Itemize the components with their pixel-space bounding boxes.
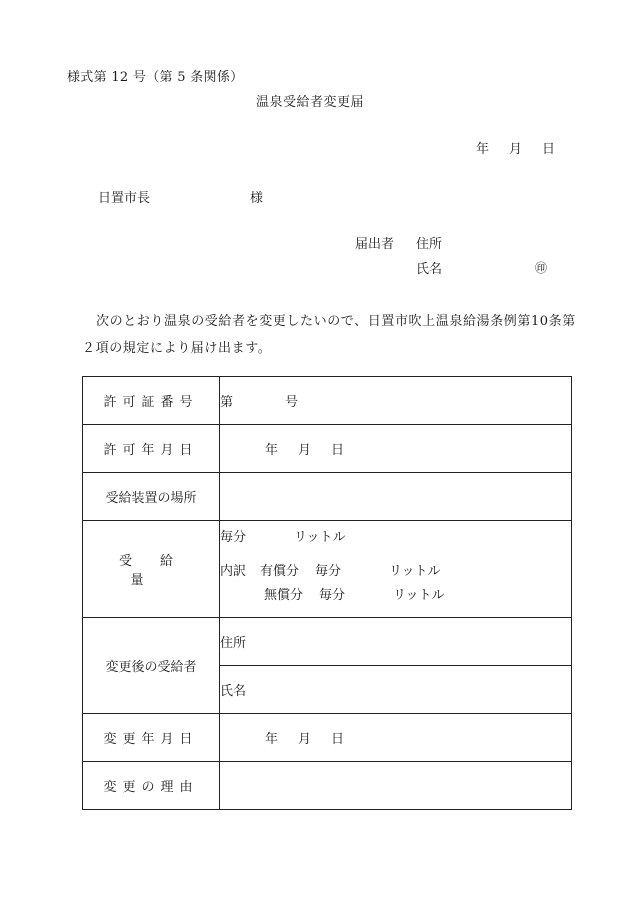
date-year-label: 年	[476, 142, 490, 157]
permit-date-month: 月	[298, 443, 312, 458]
supply-amount-label: 受給量	[83, 521, 220, 618]
addressee: 日置市長	[98, 191, 151, 206]
row-device-location	[83, 473, 572, 521]
permit-date-field[interactable]	[220, 425, 572, 473]
date-month-label: 月	[509, 142, 523, 157]
document-title: 温泉受給者変更届	[256, 95, 365, 110]
body-text: 次のとおり温泉の受給者を変更したいので、日置市吹上温泉給湯条例第10条第２項の規定により届け出ます。	[82, 314, 576, 356]
row-change-date	[83, 714, 572, 762]
change-date-field[interactable]	[220, 714, 572, 762]
new-recipient-label: 変更後の受給者	[83, 618, 220, 714]
change-reason-field[interactable]	[220, 762, 572, 810]
permit-date-day: 日	[331, 443, 345, 458]
permit-number-suffix: 号	[285, 395, 299, 410]
change-reason-label: 変更の理由	[83, 762, 220, 810]
change-date-day: 日	[331, 732, 345, 747]
date-day-label: 日	[542, 142, 556, 157]
change-date-label: 変更年月日	[83, 714, 220, 762]
permit-number-label: 許可証番号	[83, 377, 220, 425]
body-paragraph	[82, 308, 582, 362]
amount-total-line: 毎分 リットル	[220, 529, 346, 545]
device-location-label: 受給装置の場所	[83, 473, 220, 521]
amount-free-line: 無償分 毎分 リットル	[264, 587, 445, 603]
row-permit-number	[83, 377, 572, 425]
honorific: 様	[250, 191, 264, 206]
notifier-name-label: 氏名	[416, 262, 443, 277]
new-recipient-name-field[interactable]: 氏名	[220, 666, 572, 714]
permit-date-year: 年	[265, 443, 279, 458]
seal-mark: ㊞	[535, 261, 548, 275]
row-new-recipient-address	[83, 618, 572, 666]
submission-date	[476, 143, 555, 156]
supply-amount-field[interactable]	[220, 521, 572, 618]
row-supply-amount	[83, 521, 572, 618]
notifier-address-label: 住所	[416, 237, 443, 252]
change-date-month: 月	[298, 732, 312, 747]
row-permit-date	[83, 425, 572, 473]
permit-number-prefix: 第	[220, 395, 234, 410]
permit-date-label: 許可年月日	[83, 425, 220, 473]
device-location-field[interactable]	[220, 473, 572, 521]
row-change-reason	[83, 762, 572, 810]
form-table	[82, 376, 572, 810]
notifier-label: 届出者	[355, 237, 395, 252]
form-number-label: 様式第 12 号（第 5 条関係）	[67, 70, 244, 85]
permit-number-field[interactable]	[220, 377, 572, 425]
change-date-year: 年	[265, 732, 279, 747]
amount-paid-line: 内訳 有償分 毎分 リットル	[220, 563, 441, 579]
new-recipient-address-field[interactable]: 住所	[220, 618, 572, 666]
